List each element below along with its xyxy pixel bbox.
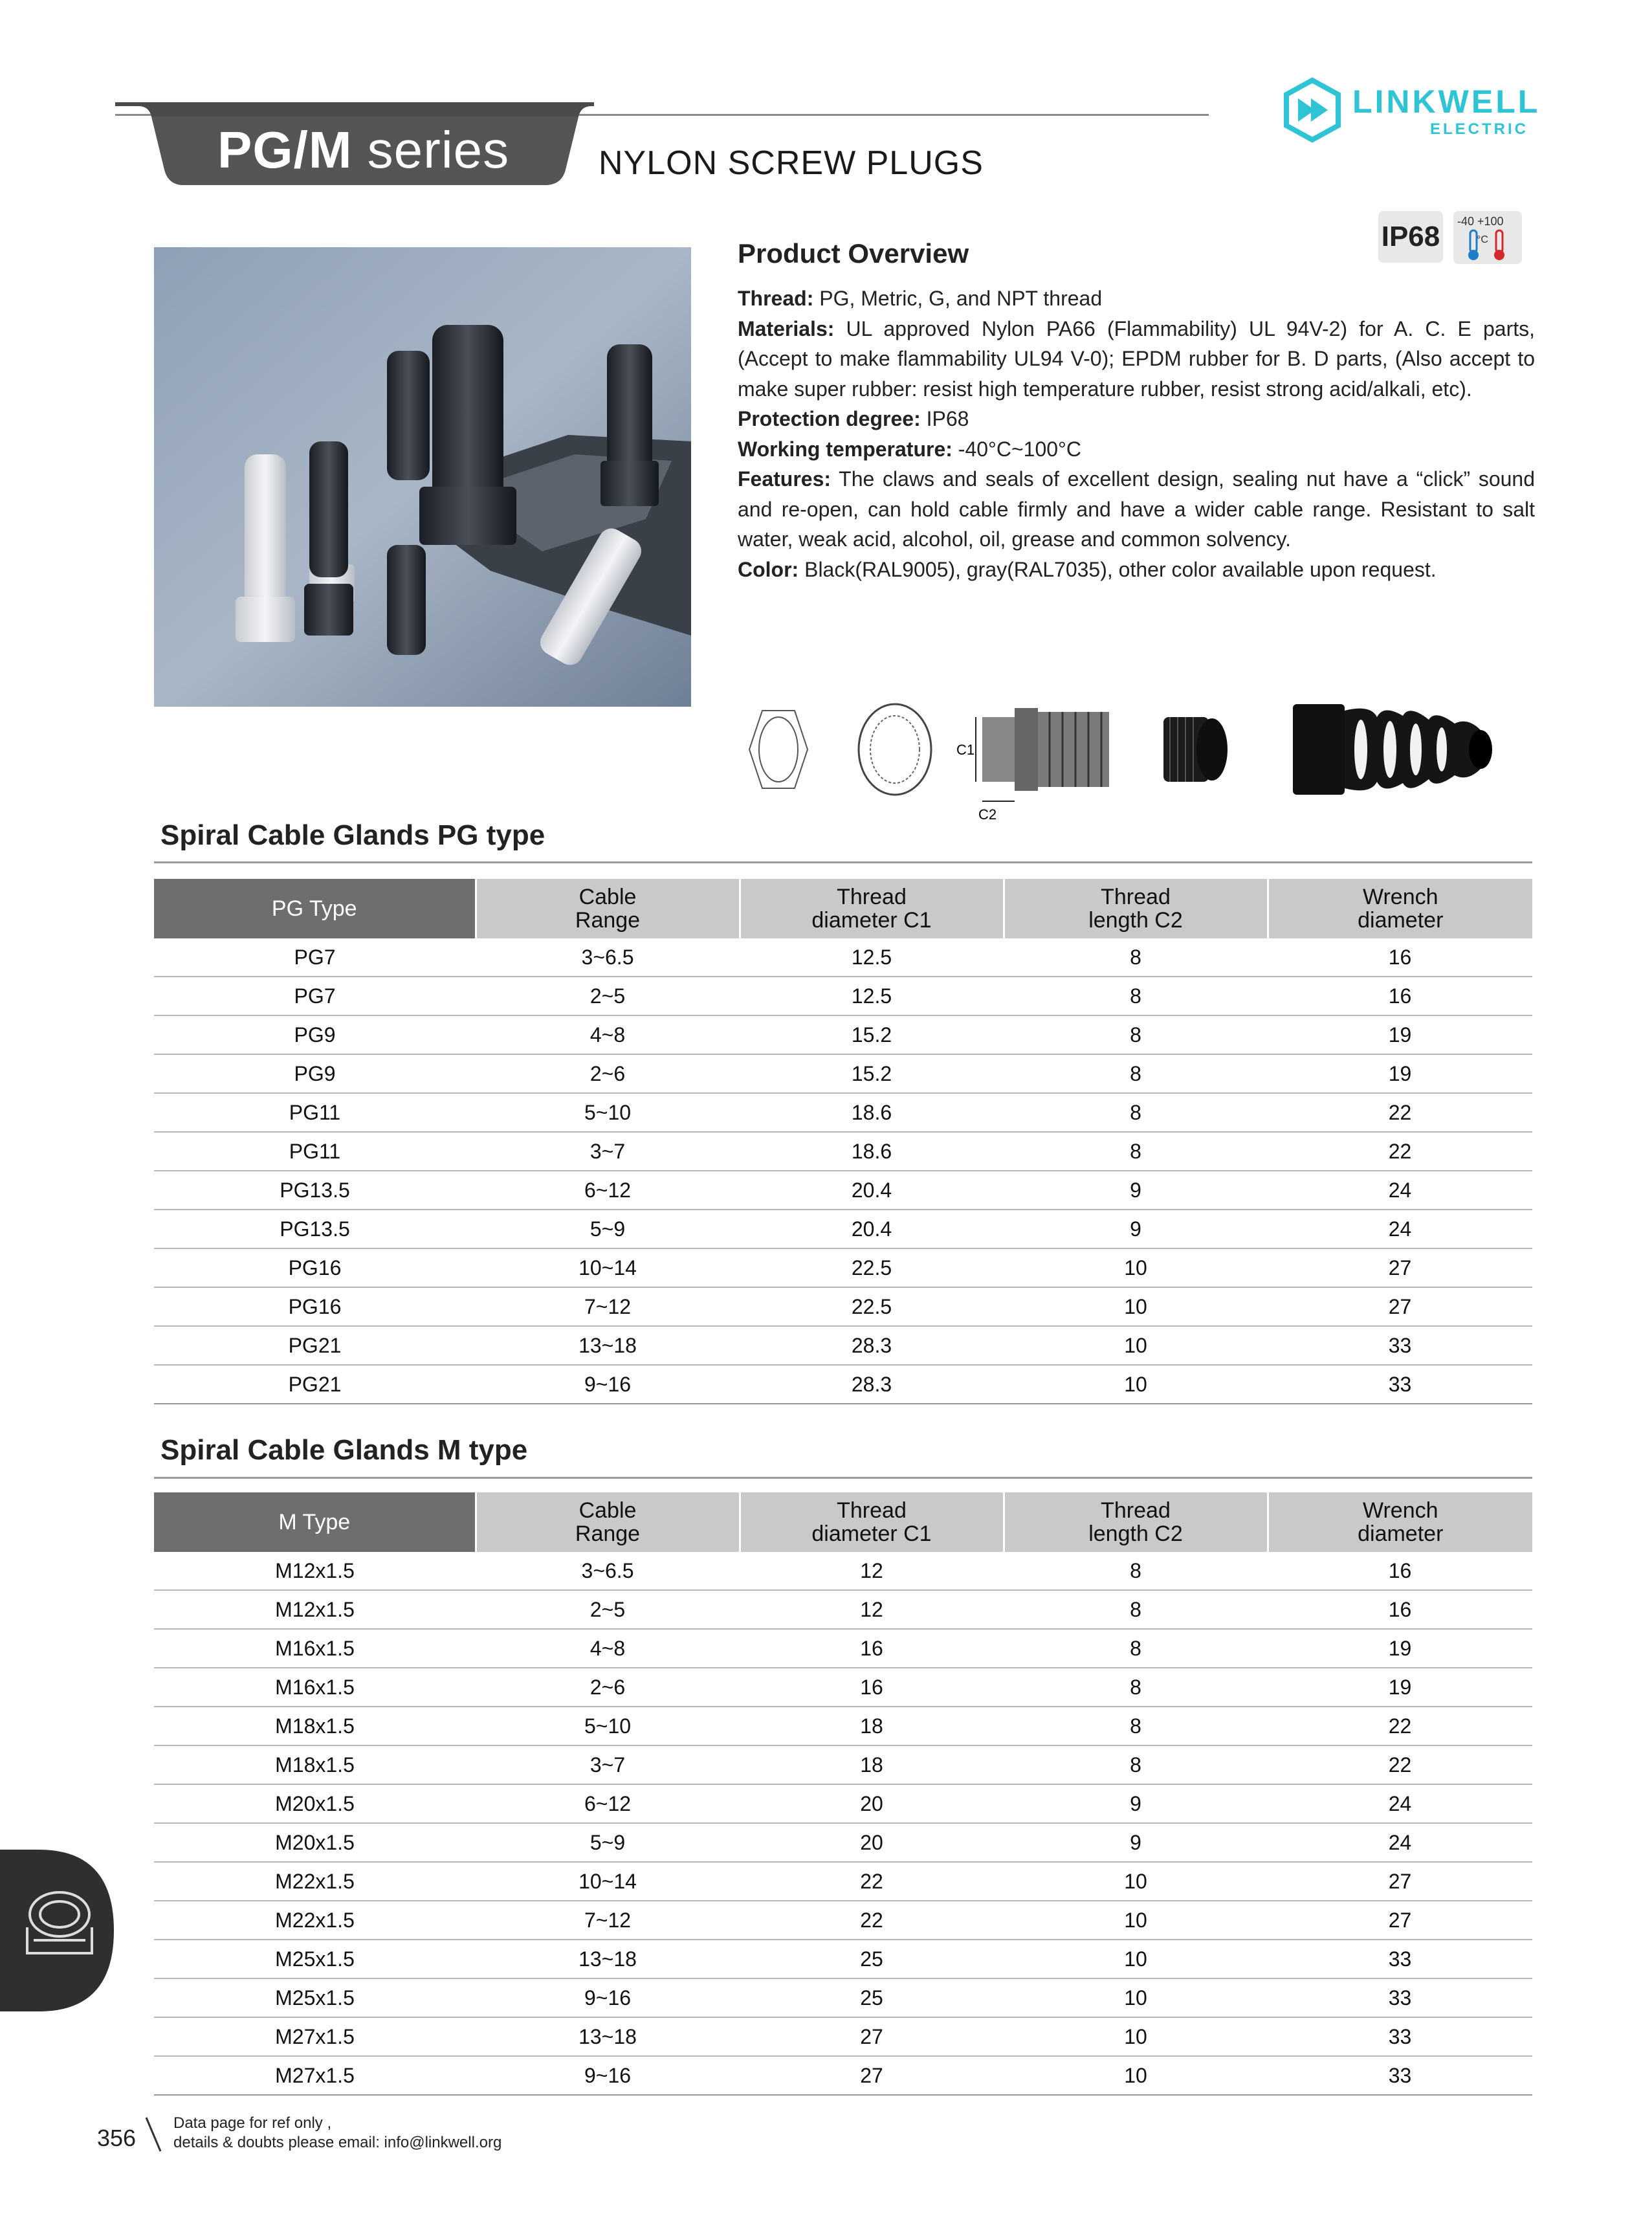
table-cell: 6~12	[476, 1171, 740, 1210]
table-cell: 5~9	[476, 1210, 740, 1248]
table-cell: 20.4	[740, 1210, 1004, 1248]
table-cell: 27	[1268, 1248, 1532, 1287]
table-cell: M20x1.5	[154, 1823, 476, 1862]
column-header	[1268, 879, 1532, 938]
table-cell: PG11	[154, 1132, 476, 1171]
table-cell: 16	[1268, 977, 1532, 1015]
column-header-line: length C2	[1088, 1522, 1183, 1546]
column-header	[740, 1492, 1004, 1552]
table-cell: 24	[1268, 1784, 1532, 1823]
table-cell: 16	[740, 1629, 1004, 1668]
table-cell: 16	[1268, 938, 1532, 977]
overview-item	[738, 464, 1535, 555]
overview-item-label: Features:	[738, 467, 832, 491]
table-cell: 33	[1268, 1365, 1532, 1404]
table-cell: 33	[1268, 1326, 1532, 1365]
table-cell: 10	[1004, 1326, 1268, 1365]
footer-note	[173, 2114, 501, 2153]
overview-item-text: -40°C~100°C	[952, 437, 1081, 461]
table-cell: 3~6.5	[476, 1552, 740, 1590]
table-cell: 9~16	[476, 1978, 740, 2017]
table-cell: 33	[1268, 1978, 1532, 2017]
table-cell: M16x1.5	[154, 1668, 476, 1707]
table-cell: 8	[1004, 1552, 1268, 1590]
table-row	[154, 1015, 1532, 1054]
table-cell: M18x1.5	[154, 1745, 476, 1784]
column-header	[1004, 879, 1268, 938]
table-cell: 22	[740, 1901, 1004, 1940]
table-cell: 25	[740, 1940, 1004, 1978]
c1-label: C1	[956, 742, 975, 758]
table-cell: 13~18	[476, 1940, 740, 1978]
table-cell: 20	[740, 1784, 1004, 1823]
column-header-line: length C2	[1088, 908, 1183, 933]
table-cell: PG7	[154, 977, 476, 1015]
table-cell: 12	[740, 1590, 1004, 1629]
table-cell: 16	[740, 1668, 1004, 1707]
table-cell: 9~16	[476, 2056, 740, 2095]
product-photo	[154, 247, 691, 707]
table-cell: 12.5	[740, 977, 1004, 1015]
table-cell: 13~18	[476, 2017, 740, 2056]
table-cell: 22.5	[740, 1287, 1004, 1326]
overview-item	[738, 434, 1535, 465]
table-cell: 9~16	[476, 1365, 740, 1404]
table-cell: 8	[1004, 1015, 1268, 1054]
table-cell: 8	[1004, 1093, 1268, 1132]
table-cell: 10	[1004, 1978, 1268, 2017]
overview-item-label: Color:	[738, 557, 799, 581]
logo-name: LINKWELL	[1352, 83, 1541, 120]
table-cell: 7~12	[476, 1287, 740, 1326]
column-header-line: Cable	[578, 1498, 637, 1523]
table-cell: 8	[1004, 1707, 1268, 1745]
table-cell: 18.6	[740, 1132, 1004, 1171]
table-cell: 7~12	[476, 1901, 740, 1940]
column-header-line: PG Type	[271, 896, 357, 921]
table-cell: 18	[740, 1707, 1004, 1745]
table-header-row	[154, 1492, 1532, 1552]
table-row	[154, 1745, 1532, 1784]
table-cell: 19	[1268, 1668, 1532, 1707]
table-cell: 3~7	[476, 1132, 740, 1171]
table-row	[154, 1940, 1532, 1978]
table-cell: 33	[1268, 2017, 1532, 2056]
table-cell: 22	[1268, 1132, 1532, 1171]
table-cell: M22x1.5	[154, 1862, 476, 1901]
table-cell: 5~10	[476, 1093, 740, 1132]
table-cell: 2~6	[476, 1668, 740, 1707]
column-header-line: Thread	[837, 1498, 907, 1523]
table-cell: 20.4	[740, 1171, 1004, 1210]
table-cell: 10	[1004, 1901, 1268, 1940]
overview-item	[738, 404, 1535, 434]
table-cell: PG9	[154, 1015, 476, 1054]
table-cell: 8	[1004, 1745, 1268, 1784]
table-cell: M27x1.5	[154, 2056, 476, 2095]
table-cell: 3~7	[476, 1745, 740, 1784]
table-cell: 6~12	[476, 1784, 740, 1823]
table-cell: 18.6	[740, 1093, 1004, 1132]
column-header-line: Wrench	[1362, 1498, 1438, 1523]
table-cell: 10~14	[476, 1248, 740, 1287]
table-cell: 10	[1004, 1940, 1268, 1978]
column-header-line: diameter C1	[811, 1522, 932, 1546]
table-cell: 19	[1268, 1015, 1532, 1054]
footer-note-line2: details & doubts please email:	[173, 2134, 384, 2151]
page-number: 356	[97, 2125, 137, 2151]
table-cell: M12x1.5	[154, 1590, 476, 1629]
table-cell: PG16	[154, 1248, 476, 1287]
table-row	[154, 1365, 1532, 1404]
column-header-line: M Type	[278, 1510, 351, 1534]
overview-item-text: UL approved Nylon PA66 (Flammability) UL 94V-2) for A. C. E parts, (Accept to make flammability UL94 V-0); EPDM rubber for B. D parts, (Also accept to make super rubber: resist high temperature rubber, resist strong acid/alkali, etc).	[738, 316, 1535, 401]
category-side-tab	[0, 1850, 114, 2011]
table-cell: 2~6	[476, 1054, 740, 1093]
table-row	[154, 1171, 1532, 1210]
table-cell: 5~10	[476, 1707, 740, 1745]
column-header	[476, 879, 740, 938]
table-row	[154, 1132, 1532, 1171]
table-cell: 27	[740, 2017, 1004, 2056]
table-cell: M16x1.5	[154, 1629, 476, 1668]
table-cell: 16	[1268, 1552, 1532, 1590]
table-cell: 22.5	[740, 1248, 1004, 1287]
table-cell: 5~9	[476, 1823, 740, 1862]
series-suffix: series	[352, 121, 510, 179]
table-cell: PG9	[154, 1054, 476, 1093]
table-cell: 22	[1268, 1093, 1532, 1132]
footer-email-link[interactable]: info@linkwell.org	[384, 2134, 502, 2151]
table-cell: M18x1.5	[154, 1707, 476, 1745]
overview-item-text: IP68	[920, 407, 969, 430]
table-cell: M12x1.5	[154, 1552, 476, 1590]
overview-item-label: Thread:	[738, 287, 814, 310]
ip-rating-badge: IP68	[1378, 211, 1443, 263]
table-row	[154, 938, 1532, 977]
table-cell: 12.5	[740, 938, 1004, 977]
table-cell: 8	[1004, 1054, 1268, 1093]
table-row	[154, 1590, 1532, 1629]
pg-spec-table	[154, 879, 1532, 1404]
table-cell: 2~5	[476, 1590, 740, 1629]
table-cell: M25x1.5	[154, 1978, 476, 2017]
overview-title: Product Overview	[738, 238, 969, 269]
table-cell: 4~8	[476, 1629, 740, 1668]
table-cell: M25x1.5	[154, 1940, 476, 1978]
footer-divider	[144, 2115, 163, 2154]
table-cell: 25	[740, 1978, 1004, 2017]
m-section-title: Spiral Cable Glands M type	[160, 1434, 528, 1466]
table-cell: 10~14	[476, 1862, 740, 1901]
table-row	[154, 1093, 1532, 1132]
table-row	[154, 1552, 1532, 1590]
table-row	[154, 2056, 1532, 2095]
table-cell: 16	[1268, 1590, 1532, 1629]
column-header-line: Thread	[837, 885, 907, 909]
column-header-line: Thread	[1101, 1498, 1171, 1523]
overview-item	[738, 314, 1535, 404]
table-cell: 22	[1268, 1745, 1532, 1784]
table-cell: 27	[740, 2056, 1004, 2095]
table-cell: 3~6.5	[476, 938, 740, 977]
c2-label: C2	[978, 806, 997, 823]
table-row	[154, 1823, 1532, 1862]
series-label	[217, 120, 509, 180]
column-header	[1004, 1492, 1268, 1552]
table-row	[154, 1287, 1532, 1326]
column-header-line: Cable	[578, 885, 637, 909]
column-header-line: diameter	[1358, 908, 1444, 933]
table-cell: 10	[1004, 1287, 1268, 1326]
column-header-line: diameter C1	[811, 908, 932, 933]
table-cell: PG21	[154, 1326, 476, 1365]
table-row	[154, 1862, 1532, 1901]
table-row	[154, 1707, 1532, 1745]
table-row	[154, 2017, 1532, 2056]
table-cell: 22	[740, 1862, 1004, 1901]
table-cell: 24	[1268, 1171, 1532, 1210]
table-cell: M20x1.5	[154, 1784, 476, 1823]
column-header-line: Thread	[1101, 885, 1171, 909]
table-cell: 13~18	[476, 1326, 740, 1365]
column-header-line: diameter	[1358, 1522, 1444, 1546]
table-cell: 8	[1004, 1590, 1268, 1629]
overview-item-label: Working temperature:	[738, 437, 953, 461]
overview-item-label: Protection degree:	[738, 407, 921, 430]
table-row	[154, 1978, 1532, 2017]
table-cell: 10	[1004, 2017, 1268, 2056]
table-row	[154, 1054, 1532, 1093]
table-cell: 8	[1004, 938, 1268, 977]
table-cell: 10	[1004, 1862, 1268, 1901]
table-cell: PG7	[154, 938, 476, 977]
gland-parts-drawing	[736, 698, 1552, 827]
logo-subtitle: ELECTRIC	[1430, 120, 1528, 138]
column-header	[154, 879, 476, 938]
column-header	[740, 879, 1004, 938]
table-cell: M22x1.5	[154, 1901, 476, 1940]
table-cell: 9	[1004, 1210, 1268, 1248]
table-cell: 24	[1268, 1210, 1532, 1248]
table-cell: 15.2	[740, 1054, 1004, 1093]
table-cell: 27	[1268, 1862, 1532, 1901]
table-cell: PG13.5	[154, 1210, 476, 1248]
column-header-line: Range	[575, 1522, 641, 1546]
column-header-line: Range	[575, 908, 641, 933]
table-cell: 10	[1004, 1365, 1268, 1404]
table-cell: 19	[1268, 1054, 1532, 1093]
table-cell: 33	[1268, 2056, 1532, 2095]
table-cell: PG11	[154, 1093, 476, 1132]
table-cell: 20	[740, 1823, 1004, 1862]
overview-body	[738, 283, 1535, 584]
table-cell: 22	[1268, 1707, 1532, 1745]
overview-item-text: Black(RAL9005), gray(RAL7035), other color available upon request.	[798, 557, 1437, 581]
table-row	[154, 977, 1532, 1015]
m-spec-table	[154, 1492, 1532, 2096]
overview-item-label: Materials:	[738, 316, 835, 340]
table-cell: 9	[1004, 1823, 1268, 1862]
m-section-rule	[154, 1477, 1532, 1479]
table-cell: 10	[1004, 2056, 1268, 2095]
table-cell: 18	[740, 1745, 1004, 1784]
table-cell: 10	[1004, 1248, 1268, 1287]
temperature-range: -40 +100	[1457, 215, 1504, 228]
table-cell: 2~5	[476, 977, 740, 1015]
page-subtitle: NYLON SCREW PLUGS	[599, 144, 984, 182]
footer-note-line1: Data page for ref only ,	[173, 2114, 332, 2132]
table-row	[154, 1326, 1532, 1365]
table-cell: 8	[1004, 977, 1268, 1015]
table-cell: PG13.5	[154, 1171, 476, 1210]
table-cell: 8	[1004, 1668, 1268, 1707]
column-header	[1268, 1492, 1532, 1552]
table-cell: M27x1.5	[154, 2017, 476, 2056]
series-main: PG/M	[217, 121, 353, 179]
table-row	[154, 1784, 1532, 1823]
column-header	[476, 1492, 740, 1552]
table-cell: PG21	[154, 1365, 476, 1404]
column-header-line: Wrench	[1362, 885, 1438, 909]
pg-section-title: Spiral Cable Glands PG type	[160, 819, 545, 851]
table-cell: 28.3	[740, 1326, 1004, 1365]
overview-item	[738, 555, 1535, 585]
table-row	[154, 1901, 1532, 1940]
table-cell: 8	[1004, 1132, 1268, 1171]
column-header	[154, 1492, 476, 1552]
table-row	[154, 1248, 1532, 1287]
table-cell: 27	[1268, 1901, 1532, 1940]
temperature-unit: °C	[1477, 234, 1488, 245]
table-header-row	[154, 879, 1532, 938]
table-cell: 19	[1268, 1629, 1532, 1668]
table-cell: 28.3	[740, 1365, 1004, 1404]
table-cell: 4~8	[476, 1015, 740, 1054]
table-cell: 24	[1268, 1823, 1532, 1862]
pg-section-rule	[154, 861, 1532, 863]
table-row	[154, 1629, 1532, 1668]
overview-item-text: PG, Metric, G, and NPT thread	[813, 287, 1103, 310]
table-cell: PG16	[154, 1287, 476, 1326]
table-row	[154, 1210, 1532, 1248]
table-cell: 9	[1004, 1784, 1268, 1823]
overview-item-text: The claws and seals of excellent design, sealing nut have a “click” sound and re-open, can hold cable firmly and have a wider cable range. Resistant to salt water, weak acid, alcohol, oil, grease and common solvency.	[738, 467, 1535, 551]
table-cell: 15.2	[740, 1015, 1004, 1054]
table-cell: 27	[1268, 1287, 1532, 1326]
table-row	[154, 1668, 1532, 1707]
table-cell: 8	[1004, 1629, 1268, 1668]
table-cell: 9	[1004, 1171, 1268, 1210]
table-cell: 33	[1268, 1940, 1532, 1978]
overview-item	[738, 283, 1535, 314]
table-cell: 12	[740, 1552, 1004, 1590]
